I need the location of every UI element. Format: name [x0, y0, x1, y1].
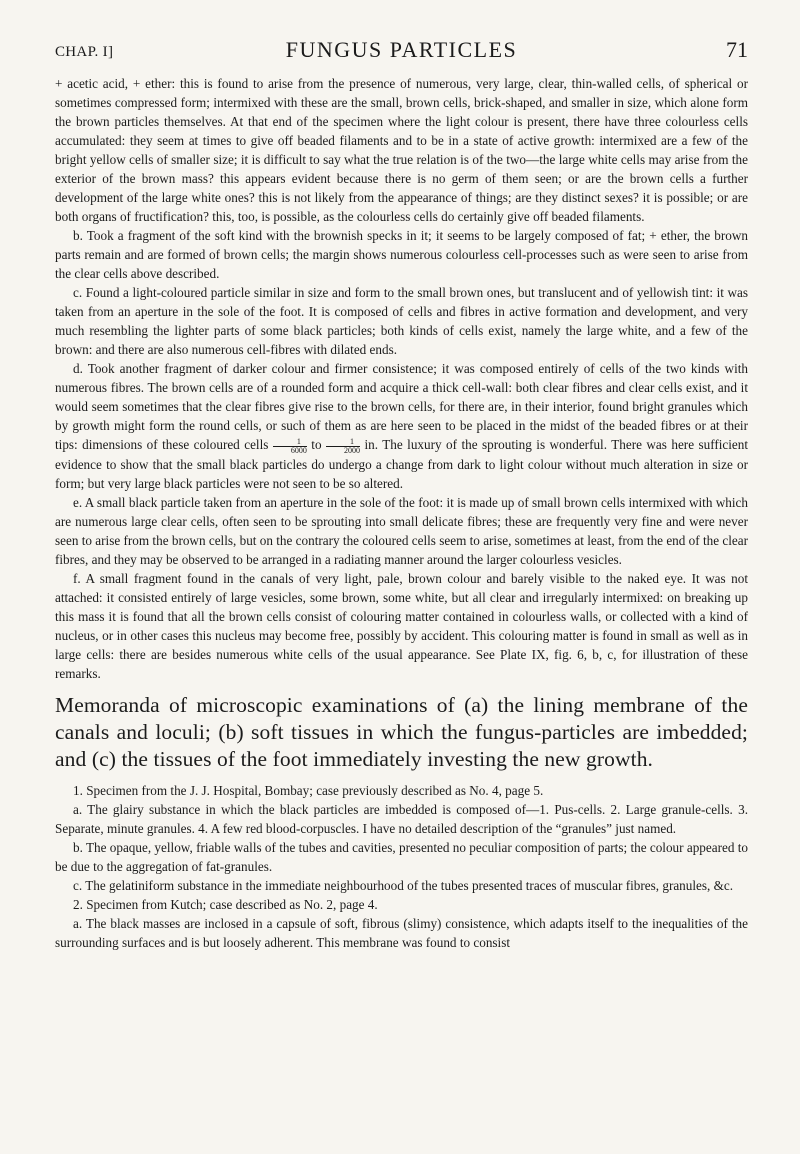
paragraph-f: f. A small fragment found in the canals of very light, pale, brown colour and barely visible to the naked eye. It was not attached: it consisted entirely of large vesicles, some brown, some white, but all clear and irregularly intermixed: on breaking up this mass it is found that all the brown cells consist of colouring matter contained in colourless walls, or collected with a kind of nucleus, or in other cases this nucleus may become free, possibly by accident. This colouring matter is found in small as well as in large cells: there are besides numerous white cells of the usual appearance. See Plate IX, fig. 6, b, c, for illustration of these remarks. [55, 571, 748, 681]
body-text [55, 74, 748, 952]
page-number: 71 [726, 37, 748, 62]
fraction-to: to [311, 437, 322, 452]
paragraph-d [55, 359, 748, 493]
fraction-2: $\frac{1}{2000}$ [326, 438, 360, 455]
specimen-2-a: a. The black masses are inclosed in a capsule of soft, fibrous (slimy) consistence, which adapts itself to the inequalities of the surrounding surfaces and is but loosely adherent. This membrane was found to consist [55, 916, 748, 950]
specimen-2: 2. Specimen from Kutch; case described as No. 2, page 4. [73, 897, 378, 912]
paragraph-b: b. Took a fragment of the soft kind with the brownish specks in it; it seems to be largely composed of fat; + ether, the brown parts remain and are formed of brown cells; the margin shows numerous colourless cell-processes such as were seen to arise from the clear cells above described. [55, 228, 748, 281]
specimen-1-c: c. The gelatiniform substance in the immediate neighbourhood of the tubes presented traces of muscular fibres, granules, &c. [73, 878, 734, 893]
paragraph-d-text-1: d. Took another fragment of darker colour and firmer consistence; it was composed entirely of cells of the two kinds with numerous fibres. The brown cells are of a rounded form and acquire a thick cell-wall: both clear fibres and clear cells exist, and it would seem sometimes that the clear fibres give rise to the brown cells, for there are, in their interior, found bright granules which by growth might form the round cells, or such of them as are here seen to be placed in the midst of the beaded fibres or at their tips: dimensions of these coloured cells [55, 361, 748, 452]
specimen-1-b: b. The opaque, yellow, friable walls of the tubes and cavities, presented no peculiar composition of parts; the colour appeared to be due to the aggregation of fat-granules. [55, 840, 748, 874]
memoranda-heading: Memoranda of microscopic examinations of (a) the lining membrane of the canals and loculi; (b) soft tissues in which the fungus-particles are imbedded; and (c) the tissues of the foot immediately investing the new growth. [55, 693, 748, 771]
running-header [55, 30, 748, 70]
paragraph-continuation: + acetic acid, + ether: this is found to arise from the presence of numerous, very large, clear, thin-walled cells, of spherical or sometimes compressed form; intermixed with these are the small, brown cells, brick-shaped, and smaller in size, which alone form the brown particles themselves. At that end of the specimen where the light colour is present, there have three colourless cells accumulated: they seem at times to give off beaded filaments and to be in a state of active growth: intermixed are a few of the bright yellow cells of smaller size; it is difficult to say what the true relation is of the two—the large white cells may arise from the exterior of the brown mass? this appears evident because there is no germ of them seen; or are the brown cells a further development of the large white ones? this is not likely from the appearance of things; are they distinct sexes? it is possible; or are both organs of fructification? this, too, is possible, as the colourless cells do certainly give off beaded filaments. [55, 76, 748, 224]
paragraph-e: e. A small black particle taken from an aperture in the sole of the foot: it is made up of small brown cells intermixed with which are numerous large clear cells, often seen to be sprouting into small delicate fibres; these are frequently very fine and were never seen to arise from the brown cells, but on the contrary the coloured cells seem to arise, sometimes at least, from the end of the clear fibres, and they may be observed to be arranged in a radiating manner around the larger colourless vesicles. [55, 495, 748, 567]
fraction-1: $\frac{1}{6000}$ [273, 438, 307, 455]
specimen-1-a: a. The glairy substance in which the black particles are imbedded is composed of—1. Pus-cells. 2. Large granule-cells. 3. Separate, minute granules. 4. A few red blood-corpuscles. I have no detailed description of the “granules” just named. [55, 802, 748, 836]
running-title: FUNGUS PARTICLES [285, 37, 518, 62]
paragraph-d-text-2: in. The luxury of the sprouting is wonderful. There was here sufficient evidence to show that the small black particles do undergo a change from dark to light colour without much alteration in size or form; but very large black particles were not seen to be so altered. [55, 437, 749, 491]
paragraph-c: c. Found a light-coloured particle similar in size and form to the small brown ones, but translucent and of yellowish tint: it was taken from an aperture in the sole of the foot. It is composed of cells and fibres in active formation and development, and very much resembling the lighter parts of some black particles; both kinds of cells exist, namely the large white, and a few of the brown: and there are also numerous cell-fibres with dilated ends. [55, 285, 748, 357]
chapter-label: CHAP. I] [55, 44, 114, 60]
specimen-1: 1. Specimen from the J. J. Hospital, Bombay; case previously described as No. 4, page 5. [73, 783, 544, 798]
